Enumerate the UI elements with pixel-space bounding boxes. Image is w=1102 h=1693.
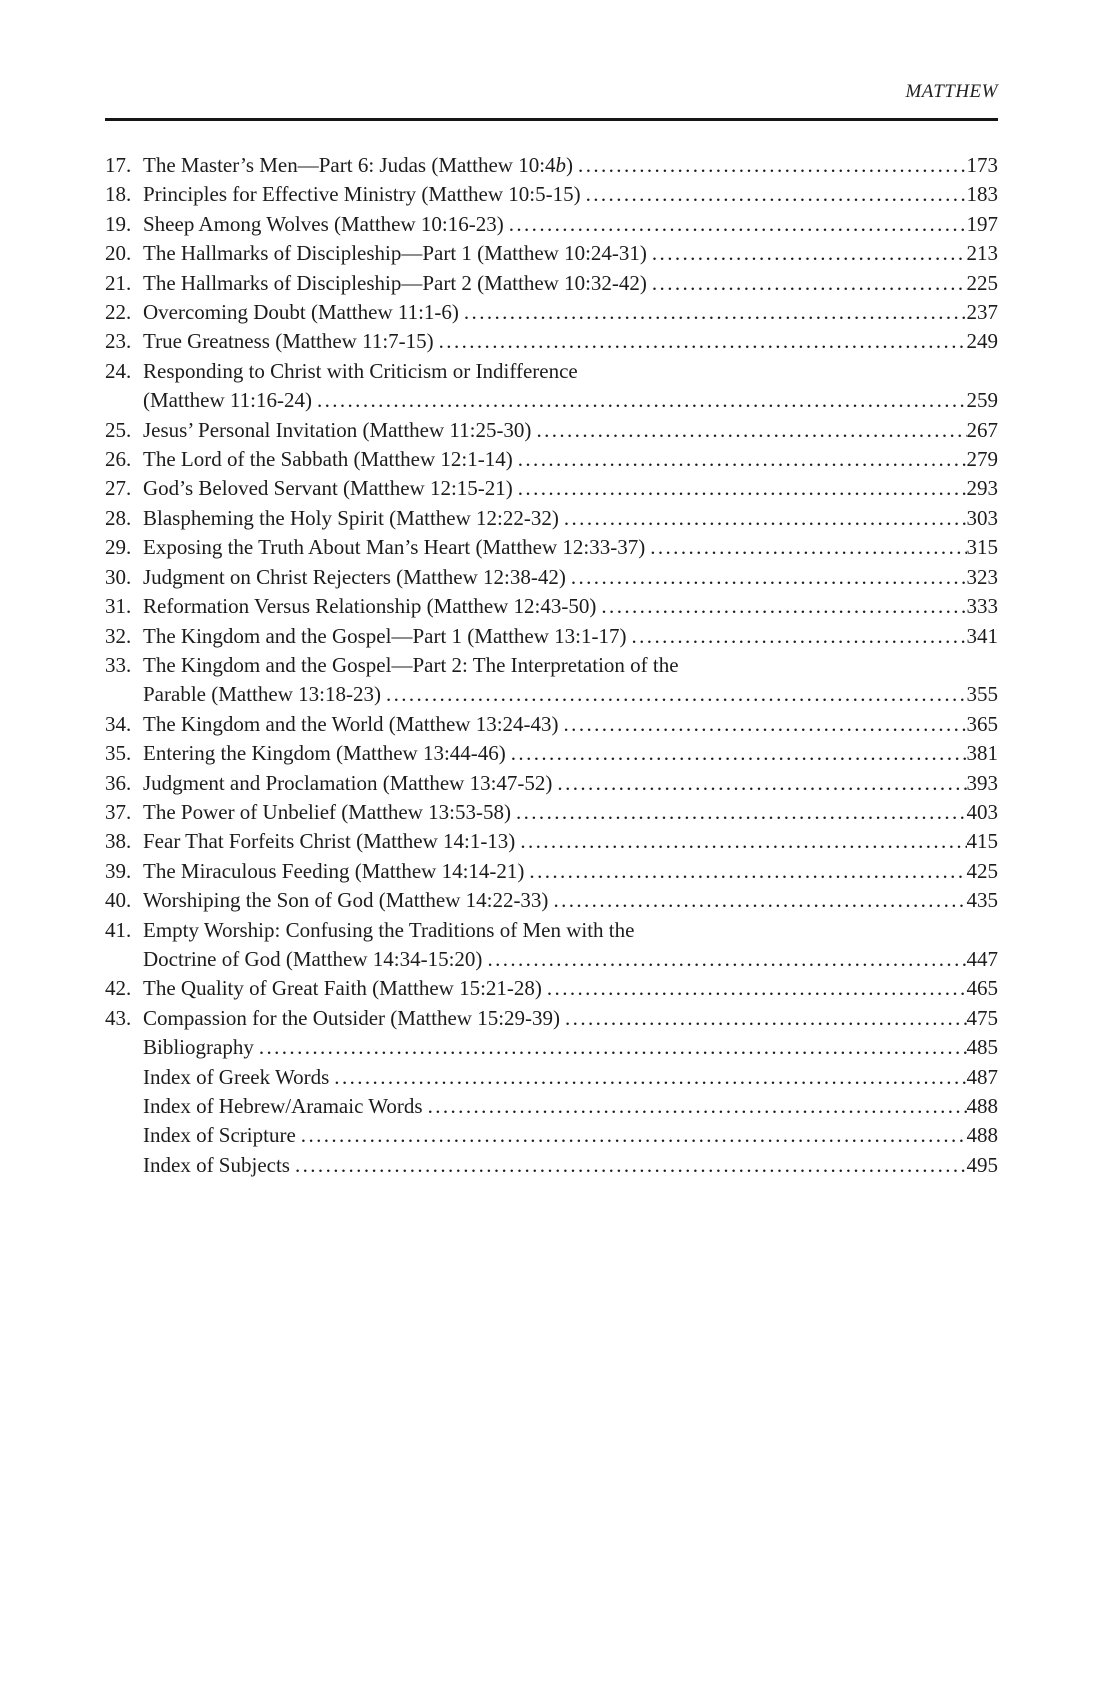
toc-row: [105, 180, 998, 209]
toc-title-text: Index of Subjects: [143, 1152, 290, 1177]
toc-entry-page: 403: [966, 799, 998, 824]
toc-row: [105, 327, 998, 356]
toc-title-text: Compassion for the Outsider (Matthew 15:29-39): [143, 1005, 561, 1030]
toc-row: [105, 651, 998, 680]
page-content: [105, 0, 998, 1180]
toc-entry-number: 36.: [105, 770, 132, 795]
dot-leader: [386, 680, 967, 709]
dot-leader: [565, 1004, 966, 1033]
toc-row: [105, 151, 998, 180]
toc-entry-page: 381: [966, 741, 998, 766]
toc-entry-title: [143, 357, 578, 386]
dot-leader: [652, 269, 967, 298]
toc-row: [105, 533, 998, 562]
toc-entry-title: [143, 1063, 329, 1092]
toc-title-text: The Hallmarks of Discipleship—Part 2 (Matthew 10:32-42): [143, 270, 647, 295]
dot-leader: [464, 298, 967, 327]
toc-row: [105, 1033, 998, 1062]
dot-leader: [518, 474, 967, 503]
dot-leader: [520, 827, 966, 856]
toc-entry-title: [143, 592, 596, 621]
toc-entry-page: 447: [966, 946, 998, 971]
toc-title-text: Overcoming Doubt (Matthew 11:1-6): [143, 300, 459, 325]
toc-entry-title: [143, 769, 552, 798]
toc-entry-title: [143, 298, 459, 327]
toc-row: [105, 592, 998, 621]
dot-leader: [571, 563, 967, 592]
toc-row: [105, 710, 998, 739]
toc-title-text: The Power of Unbelief (Matthew 13:53-58): [143, 799, 511, 824]
toc-row: [105, 1092, 998, 1121]
toc-row: [105, 769, 998, 798]
dot-leader: [557, 769, 966, 798]
toc-row: [105, 269, 998, 298]
toc-entry-number: 18.: [105, 182, 132, 207]
toc-entry-title: [143, 151, 573, 180]
toc-entry-title: [143, 1121, 296, 1150]
toc-row: [105, 563, 998, 592]
dot-leader: [632, 622, 967, 651]
dot-leader: [317, 386, 967, 415]
toc-entry-number: 28.: [105, 505, 132, 530]
toc-row: [105, 886, 998, 915]
toc-entry-page: 173: [966, 153, 998, 177]
toc-title-text: The Miraculous Feeding (Matthew 14:14-21): [143, 858, 525, 883]
toc-title-text: Judgment and Proclamation (Matthew 13:47-52): [143, 770, 553, 795]
toc-row: [105, 739, 998, 768]
toc-title-text: Index of Hebrew/Aramaic Words: [143, 1094, 423, 1118]
toc-entry-title: [143, 945, 482, 974]
dot-leader: [650, 533, 966, 562]
toc-title-text: The Master’s Men—Part 6: Judas (Matthew 10:4: [143, 153, 556, 177]
dot-leader: [601, 592, 966, 621]
toc-title-text: The Hallmarks of Discipleship—Part 1 (Matthew 10:24-31): [143, 241, 647, 266]
toc-title-text: Index of Scripture: [143, 1123, 296, 1148]
toc-title-text: Bibliography: [143, 1035, 254, 1060]
toc-entry-title: [143, 210, 504, 239]
toc-row: [105, 445, 998, 474]
dot-leader: [547, 974, 967, 1003]
dot-leader: [553, 886, 966, 915]
toc-entry-page: 341: [966, 623, 998, 648]
running-head: [105, 0, 998, 103]
toc-entry-number: 17.: [105, 153, 132, 177]
toc-entry-title: [143, 651, 679, 680]
toc-title-text: The Kingdom and the Gospel—Part 2: The Interpretation of the: [143, 652, 679, 677]
toc-entry-page: 237: [966, 300, 998, 325]
dot-leader: [439, 327, 967, 356]
toc-entry-page: 197: [966, 211, 998, 236]
toc-entry-title: [143, 239, 647, 268]
toc-entry-page: 259: [966, 388, 998, 413]
toc-title-text: Jesus’ Personal Invitation (Matthew 11:25-30): [143, 417, 532, 442]
dot-leader: [578, 151, 966, 180]
toc-title-text: God’s Beloved Servant (Matthew 12:15-21): [143, 476, 513, 501]
toc-entry-title: [143, 269, 647, 298]
toc-title-text: Empty Worship: Confusing the Traditions of Men with the: [143, 917, 635, 942]
toc-entry-title: [143, 180, 581, 209]
toc-entry-page: 267: [966, 417, 998, 442]
toc-title-text: Doctrine of God (Matthew 14:34-15:20): [143, 946, 483, 971]
toc-entry-page: 488: [966, 1123, 998, 1148]
toc-entry-page: 315: [966, 535, 998, 560]
toc-title-text: Worshiping the Son of God (Matthew 14:22-33): [143, 888, 549, 913]
toc-entry-title: [143, 327, 434, 356]
dot-leader: [259, 1033, 967, 1062]
dot-leader: [564, 710, 967, 739]
header-rule: [105, 118, 998, 121]
toc-title-text: The Kingdom and the Gospel—Part 1 (Matthew 13:1-17): [143, 623, 627, 648]
dot-leader: [652, 239, 967, 268]
toc-entry-title: [143, 1151, 290, 1180]
toc-entry-number: 38.: [105, 829, 132, 854]
toc-entry-number: 27.: [105, 476, 132, 501]
toc-entry-number: 29.: [105, 535, 132, 560]
dot-leader: [564, 504, 967, 533]
toc-entry-page: 333: [966, 594, 998, 619]
toc-entry-page: 393: [966, 770, 998, 795]
toc-title-italic: b: [555, 153, 567, 177]
dot-leader: [529, 857, 966, 886]
toc-entry-number: 20.: [105, 241, 132, 266]
toc-entry-title: [143, 798, 511, 827]
toc-row: [105, 945, 998, 974]
toc-title-text: Blaspheming the Holy Spirit (Matthew 12:22-32): [143, 505, 559, 530]
toc-entry-number: 30.: [105, 564, 132, 589]
toc-row: [105, 416, 998, 445]
toc-entry-number: 26.: [105, 447, 132, 472]
toc-entry-number: 22.: [105, 300, 132, 325]
toc-title-text: Parable (Matthew 13:18-23): [143, 682, 381, 707]
toc-title-after: ): [566, 153, 574, 177]
dot-leader: [586, 180, 967, 209]
toc-title-text: Fear That Forfeits Christ (Matthew 14:1-13): [143, 829, 516, 854]
dot-leader: [536, 416, 966, 445]
toc-row: [105, 974, 998, 1003]
toc-entry-page: 183: [966, 182, 998, 207]
toc-row: [105, 798, 998, 827]
toc-entry-page: 249: [966, 329, 998, 354]
toc-title-text: (Matthew 11:16-24): [143, 388, 312, 413]
toc-entry-number: 19.: [105, 211, 132, 236]
toc-entry-page: 213: [966, 241, 998, 266]
dot-leader: [334, 1063, 966, 1092]
toc-entry-page: 303: [966, 505, 998, 530]
toc-row: [105, 1063, 998, 1092]
toc-entry-page: 465: [966, 976, 998, 1001]
toc-entry-title: [143, 563, 566, 592]
toc-entry-title: [143, 474, 513, 503]
toc-entry-page: 487: [966, 1064, 998, 1089]
toc-entry-number: 21.: [105, 270, 132, 295]
toc-title-text: Exposing the Truth About Man’s Heart (Matthew 12:33-37): [143, 535, 646, 560]
toc-row: [105, 622, 998, 651]
toc-entry-number: 42.: [105, 976, 132, 1001]
toc-entry-title: [143, 739, 506, 768]
toc-entry-title: [143, 710, 559, 739]
toc-title-text: Judgment on Christ Rejecters (Matthew 12:38-42): [143, 564, 566, 589]
toc-entry-number: 24.: [105, 358, 132, 383]
toc-row: [105, 210, 998, 239]
toc-row: [105, 916, 998, 945]
dot-leader: [295, 1151, 967, 1180]
toc-title-text: Sheep Among Wolves (Matthew 10:16-23): [143, 211, 504, 236]
toc-title-text: True Greatness (Matthew 11:7-15): [143, 329, 434, 354]
dot-leader: [516, 798, 967, 827]
toc-row: [105, 1121, 998, 1150]
toc-row: [105, 357, 998, 386]
toc-entry-page: 293: [966, 476, 998, 501]
toc-entry-title: [143, 386, 312, 415]
dot-leader: [301, 1121, 967, 1150]
toc-entry-number: 23.: [105, 329, 132, 354]
toc-entry-page: 488: [966, 1094, 998, 1118]
toc-entry-title: [143, 445, 513, 474]
toc-entry-title: [143, 533, 645, 562]
toc-entry-title: [143, 1092, 423, 1121]
toc-entry-page: 425: [966, 858, 998, 883]
toc-entry-page: 279: [966, 447, 998, 472]
toc-entry-title: [143, 1033, 254, 1062]
toc-row: [105, 827, 998, 856]
toc-title-text: Principles for Effective Ministry (Matthew 10:5-15): [143, 182, 581, 207]
toc-entry-page: 355: [966, 682, 998, 707]
toc-entry-page: 495: [966, 1152, 998, 1177]
toc-entry-number: 34.: [105, 711, 132, 736]
toc-entry-number: 43.: [105, 1005, 132, 1030]
toc-row: [105, 298, 998, 327]
toc-entry-number: 33.: [105, 652, 132, 677]
toc-entry-page: 435: [966, 888, 998, 913]
toc-entry-page: 225: [966, 270, 998, 295]
toc-title-text: Entering the Kingdom (Matthew 13:44-46): [143, 741, 506, 766]
toc-entry-title: [143, 680, 381, 709]
toc-entry-title: [143, 622, 627, 651]
toc-row: [105, 474, 998, 503]
toc-row: [105, 1151, 998, 1180]
toc-entry-page: 323: [966, 564, 998, 589]
toc-entry-page: 485: [966, 1035, 998, 1060]
toc-row: [105, 1004, 998, 1033]
toc-entry-number: 25.: [105, 417, 132, 442]
toc-title-text: The Quality of Great Faith (Matthew 15:21-28): [143, 976, 542, 1001]
toc-entry-title: [143, 1004, 560, 1033]
toc-entry-page: 415: [966, 829, 998, 854]
table-of-contents: [105, 151, 998, 1180]
toc-entry-title: [143, 886, 548, 915]
toc-title-text: Index of Greek Words: [143, 1064, 330, 1089]
toc-row: [105, 386, 998, 415]
toc-title-text: The Lord of the Sabbath (Matthew 12:1-14): [143, 447, 513, 472]
toc-entry-title: [143, 504, 559, 533]
toc-title-text: The Kingdom and the World (Matthew 13:24-43): [143, 711, 559, 736]
toc-entry-title: [143, 916, 634, 945]
toc-row: [105, 504, 998, 533]
dot-leader: [511, 739, 967, 768]
toc-entry-page: 365: [966, 711, 998, 736]
toc-entry-number: 40.: [105, 888, 132, 913]
dot-leader: [509, 210, 967, 239]
toc-entry-number: 37.: [105, 799, 132, 824]
toc-row: [105, 680, 998, 709]
toc-entry-title: [143, 416, 531, 445]
toc-row: [105, 239, 998, 268]
running-head-title: MATTHEW: [905, 81, 998, 102]
toc-entry-number: 39.: [105, 858, 132, 883]
toc-entry-title: [143, 827, 515, 856]
toc-title-text: Responding to Christ with Criticism or Indifference: [143, 358, 578, 383]
toc-entry-number: 31.: [105, 594, 132, 619]
dot-leader: [518, 445, 967, 474]
toc-entry-title: [143, 974, 542, 1003]
toc-entry-number: 35.: [105, 741, 132, 766]
dot-leader: [487, 945, 966, 974]
toc-entry-page: 475: [966, 1005, 998, 1030]
toc-entry-number: 41.: [105, 917, 132, 942]
toc-entry-title: [143, 857, 524, 886]
toc-title-text: Reformation Versus Relationship (Matthew 12:43-50): [143, 594, 597, 619]
toc-row: [105, 857, 998, 886]
dot-leader: [428, 1092, 967, 1121]
toc-entry-number: 32.: [105, 623, 132, 648]
